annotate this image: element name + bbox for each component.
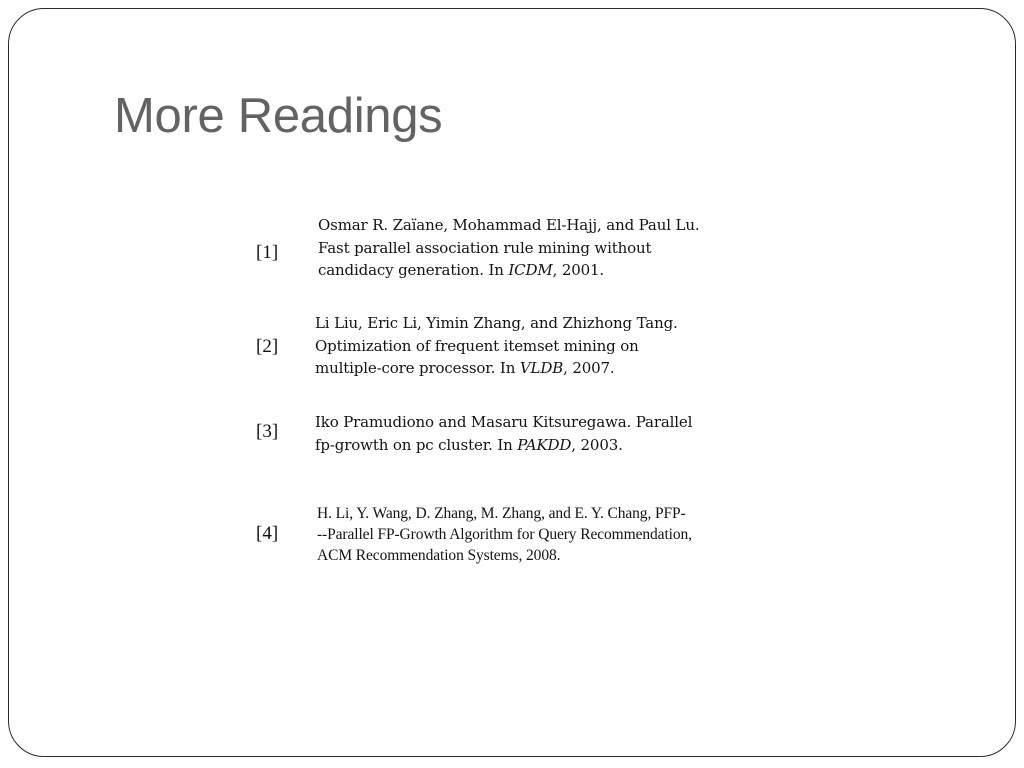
reference-1-line-2: Fast parallel association rule mining without (318, 238, 652, 257)
reference-number-3: [3] (256, 421, 279, 442)
reference-3-line-2: fp-growth on pc cluster. In PAKDD, 2003. (315, 435, 623, 454)
slide-title: More Readings (114, 89, 443, 143)
reference-1-venue: ICDM (508, 261, 553, 279)
reference-4-line-1: H. Li, Y. Wang, D. Zhang, M. Zhang, and E. Y. Chang, PFP- (317, 505, 686, 522)
reference-2-line-3: multiple-core processor. In VLDB, 2007. (315, 359, 615, 377)
reference-1-line-3: candidacy generation. In ICDM, 2001. (318, 261, 605, 279)
reference-3 (315, 411, 692, 456)
reference-1 (318, 214, 699, 282)
reference-2-line-2: Optimization of frequent itemset mining on (315, 336, 639, 355)
reference-4-line-2: --Parallel FP-Growth Algorithm for Query Recommendation, (317, 526, 692, 543)
reference-2-line-1: Li Liu, Eric Li, Yimin Zhang, and Zhizhong Tang. (315, 314, 678, 332)
reference-3-line-1: Iko Pramudiono and Masaru Kitsuregawa. Parallel (315, 413, 693, 431)
reference-number-4: [4] (256, 523, 279, 544)
reference-4 (317, 503, 692, 566)
reference-3-venue: PAKDD (517, 435, 572, 454)
reference-number-1: [1] (256, 242, 279, 263)
reference-2 (315, 312, 678, 380)
reference-2-venue: VLDB (519, 359, 564, 377)
reference-1-line-1: Osmar R. Zaïane, Mohammad El-Hajj, and Paul Lu. (318, 216, 700, 234)
reference-number-2: [2] (256, 336, 279, 357)
reference-4-line-3: ACM Recommendation Systems, 2008. (317, 547, 561, 564)
